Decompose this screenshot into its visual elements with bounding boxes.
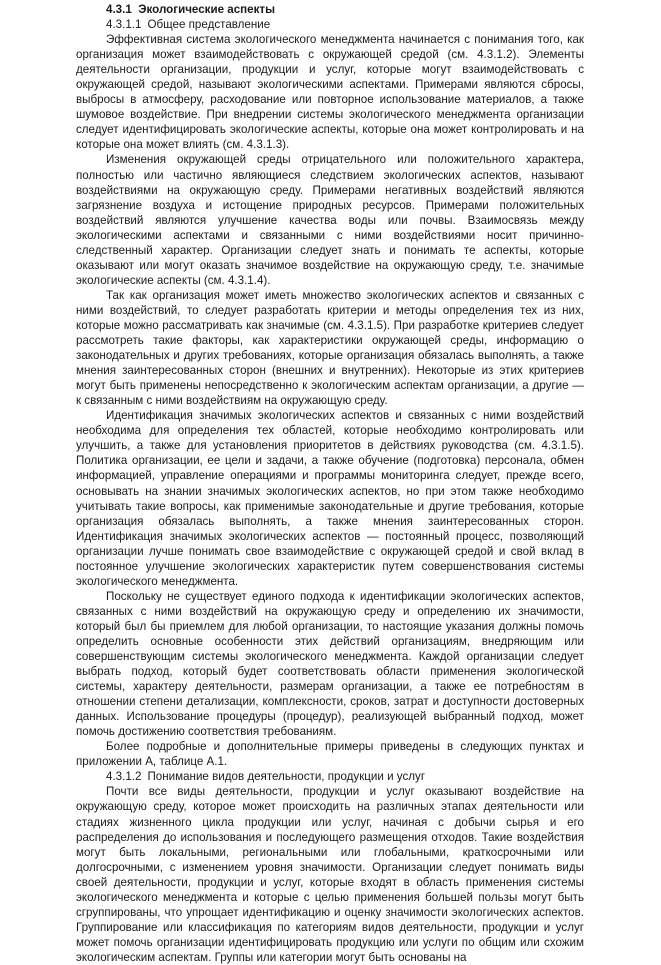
subsection-heading-1 — [76, 17, 584, 32]
paragraph: Поскольку не существует единого подхода к идентификации экологических аспектов, связанных с ними воздействий на окружающую среду и определению их значимости, который был бы приемлем для любой организации, то настоящие указания должны помочь определить основные особенности этих действий организациям, внедряющим или совершенствующим системы экологического менеджмента. Каждой организации следует выбрать подход, который будет соответствовать области применения экологической системы, характеру деятельности, размерам организации, а также ее потребностям в отношении степени детализации, комплексности, сроков, затрат и доступности достоверных данных. Использование процедуры (процедур), реализующей выбранный подход, может помочь достижению соответствия требованиям. — [76, 589, 584, 739]
section-heading — [76, 2, 584, 17]
subsection-title: Понимание видов деятельности, продукции и услуг — [147, 770, 426, 784]
paragraph: Идентификация значимых экологических аспектов и связанных с ними воздействий необходима для определения тех областей, которые необходимо контролировать или улучшить, а также для установления приоритетов в действиях руководства (см. 4.3.1.5). Политика организации, ее цели и задачи, а также обучение (подготовка) персонала, обмен информацией, управление операциями и программы мониторинга следует, прежде всего, основывать на знании значимых экологических аспектов, но при этом также необходимо учитывать такие вопросы, как применимые законодательные и другие требования, которые организация обязалась выполнять, а также мнения заинтересованных сторон. Идентификация значимых экологических аспектов — постоянный процесс, позволяющий организации лучше понимать свое взаимодействие с окружающей средой и свой вклад в постоянное улучшение экологических характеристик путем совершенствования системы экологического менеджмента. — [76, 409, 584, 588]
subsection-number: 4.3.1.2 — [106, 770, 142, 784]
section-title: Экологические аспекты — [138, 3, 275, 16]
paragraph: Более подробные и дополнительные примеры приведены в следующих пунктах и приложении А, таблице А.1. — [76, 740, 584, 769]
paragraph: Изменения окружающей среды отрицательного или положительного характера, полностью или частично являющиеся следствием экологических аспектов, называют воздействиями на окружающую среду. Примерами негативных воздействий являются загрязнение воздуха и истощение природных ресурсов. Примерами положительных воздействий являются улучшение качества воды или почвы. Взаимосвязь между экологическими аспектами и связанными с ними воздействиями носит причинно-следственный характер. Организации следует знать и понимать те аспекты, которые оказывают или могут оказать значимое воздействие на окружающую среду, т.е. значимые экологические аспекты (см. 4.3.1.4). — [76, 153, 584, 287]
subsection-number: 4.3.1.1 — [106, 18, 142, 32]
paragraph: Эффективная система экологического менеджмента начинается с понимания того, как организация может взаимодействовать с окружающей средой (см. 4.3.1.2). Элементы деятельности организации, продукции и услуг, которые могут взаимодействовать с окружающей средой, называют экологическими аспектами. Примерами являются сбросы, выбросы в атмосферу, расходование или повторное использование материалов, а также шумовое воздействие. При внедрении системы экологического менеджмента организации следует идентифицировать экологические аспекты, которые она может контролировать и на которые она может влиять (см. 4.3.1.3). — [76, 33, 584, 152]
paragraph: Так как организация может иметь множество экологических аспектов и связанных с ними воздействий, то следует разработать критерии и методы определения тех из них, которые можно рассматривать как значимые (см. 4.3.1.5). При разработке критериев следует рассмотреть такие факторы, как характеристики окружающей среды, информацию о законодательных и других требованиях, которые организация обязалась выполнять, а также мнения заинтересованных сторон (внешних и внутренних). Некоторые из этих критериев могут быть применены непосредственно к экологическим аспектам организации, а другие — к связанным с ними воздействиям на окружающую среду. — [76, 288, 584, 408]
section-number: 4.3.1 — [106, 3, 132, 16]
subsection-title: Общее представление — [147, 18, 271, 32]
paragraph: Почти все виды деятельности, продукции и услуг оказывают воздействие на окружающую среду, которое может происходить на различных этапах деятельности или стадиях жизненного цикла продукции или услуг, начиная с добычи сырья и его распределения до использования и последующего размещения отходов. Такие воздействия могут быть локальными, региональными или глобальными, краткосрочными или долгосрочными, с изменением уровня значимости. Организации следует понимать виды своей деятельности, продукции и услуг, которые входят в область применения системы экологического менеджмента и которые с целью применения большей пользы могут быть сгруппированы, что упрощает идентификацию и оценку значимости экологических аспектов. Группирование или классификация по категориям видов деятельности, продукции и услуг может помочь организации идентифицировать продукцию или услуги по общим или схожим экологическим аспектам. Группы или категории могут быть основаны на — [76, 785, 584, 964]
subsection-heading-2 — [76, 769, 584, 784]
